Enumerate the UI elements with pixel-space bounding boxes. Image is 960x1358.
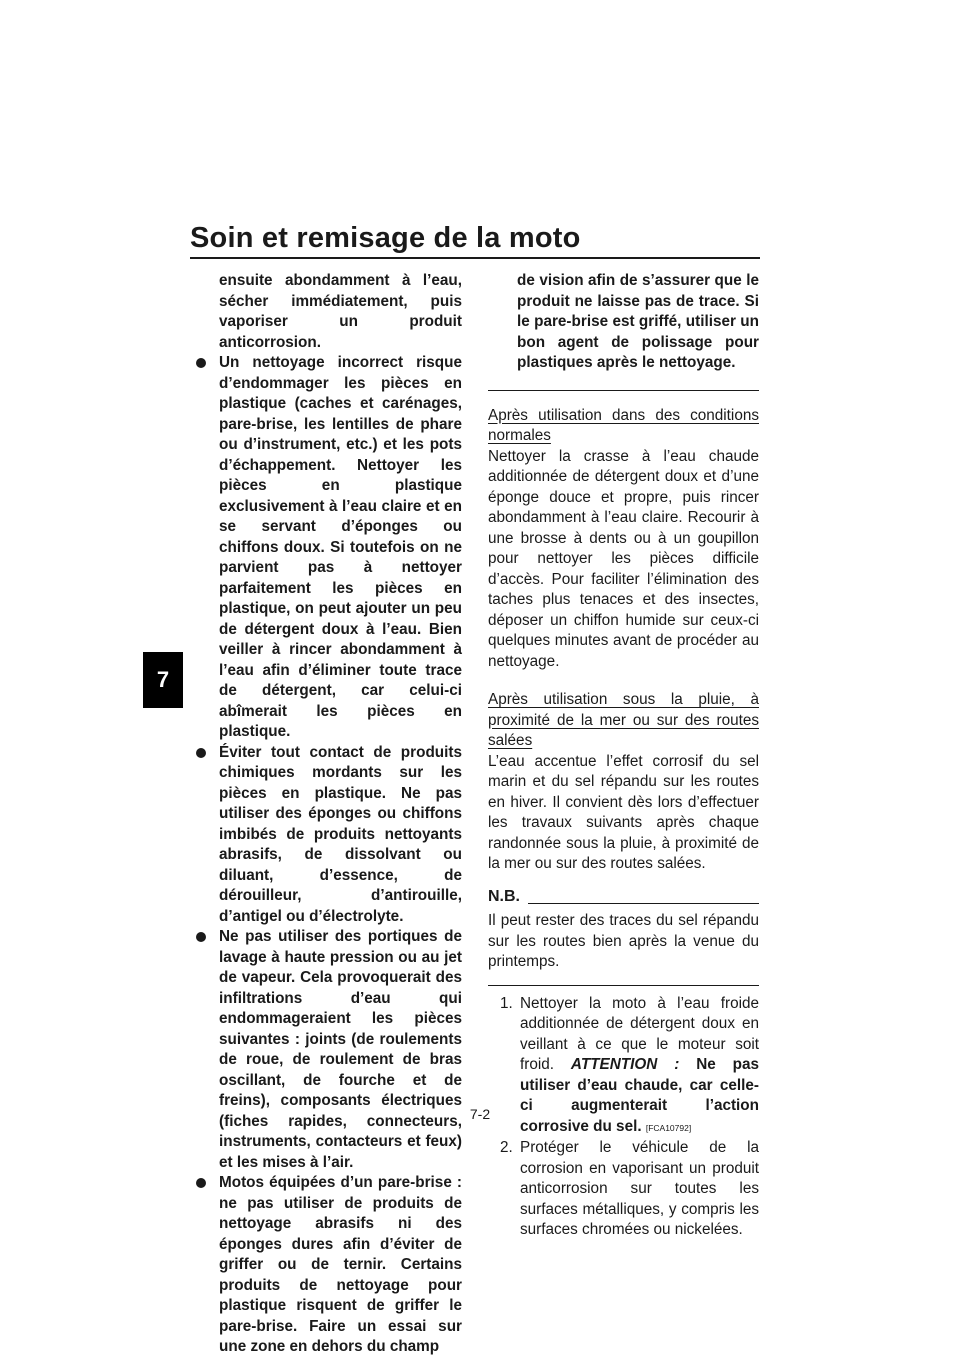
- list-item: [190, 927, 462, 1173]
- note-label: N.B.: [488, 887, 520, 905]
- bullet-text: Motos équipées d’un pare-brise : ne pas utiliser de produits de nettoyage abrasifs ni des éponges dures afin d’éviter de griffer ou de ternir. Certains produits de nettoyage pour plastique risquent de griffer le pare-brise. Faire un essai sur une zone en dehors du champ: [219, 1174, 462, 1355]
- note-text: Il peut rester des traces du sel répandu sur les routes bien après la venue du printemps.: [488, 912, 759, 970]
- bullet-icon: [196, 358, 206, 368]
- section-text-rain-salt: L’eau accentue l’effet corrosif du sel marin et du sel répandu sur les routes en hiver. Il convient dès lors d’effectuer les travaux suivants après chaque randonnée sous la pluie, à proximité de la mer ou sur des routes salées.: [488, 752, 759, 872]
- caution-end-divider: [488, 390, 759, 391]
- bullet-text: Éviter tout contact de produits chimiques mordants sur les pièces en plastique. Ne pas utiliser des éponges ou chiffons imbibés de produits nettoyants abrasifs, de dissolvant ou diluant, d’essence, de dérouilleur, d’antirouille, d’antigel ou d’électrolyte.: [219, 743, 462, 925]
- step-number: 1.: [500, 994, 513, 1012]
- section-text-normal-use: Nettoyer la crasse à l’eau chaude additionnée de détergent doux et d’une éponge douce et propre, puis rincer abondamment à l’eau claire. Recourir à une brosse à dents ou à un goupillon pour nettoyer les pièces difficile d’accès. Pour faciliter l’élimination des taches plus tenaces et des insectes, déposer un chiffon humide sur ceux-ci quelques minutes avant de procéder au nettoyage.: [488, 447, 759, 670]
- reference-code: [FCA10792]: [645, 1122, 692, 1133]
- note-divider: [528, 903, 759, 904]
- note-end-divider: [488, 985, 759, 986]
- section-heading-normal-use: Après utilisation dans des conditions normales: [488, 406, 759, 444]
- bullet-icon: [196, 748, 206, 758]
- page-title: Soin et remisage de la moto: [190, 222, 581, 254]
- step-text: Nettoyer la moto à l’eau froide additionnée de détergent doux en veillant à ce que le moteur soit froid.: [520, 994, 759, 1073]
- caution-continuation: de vision afin de s’assurer que le produit ne laisse pas de trace. Si le pare-brise est griffé, utiliser un bon agent de polissage pour plastiques après le nettoyage.: [517, 272, 759, 371]
- attention-text: Ne pas utiliser d’eau chaude, car celle-ci augmenterait l’action corrosive du sel.: [520, 1056, 760, 1135]
- bullet-text: Un nettoyage incorrect risque d’endommager les pièces en plastique (caches et carénages, pare-brise, les lentilles de phare ou d’instrument, etc.) et les pots d’échappement. Nettoyer les pièces en plastique exclusivement à l’eau claire et en se servant d’éponges ou chiffons doux. Si toutefois on ne parvient pas à nettoyer parfaitement les pièces en plastique, on peut ajouter un peu de détergent doux à l’eau. Bien veiller à rincer abondamment à l’eau afin d’éliminer toute trace de détergent, car celui-ci abîmerait les pièces en plastique.: [219, 354, 462, 740]
- section-heading-rain-salt: Après utilisation sous la pluie, à proximité de la mer ou sur des routes salées: [488, 691, 759, 749]
- bullet-icon: [196, 932, 206, 942]
- list-item: [190, 743, 462, 928]
- title-divider: [190, 257, 760, 259]
- step-number: 2.: [500, 1139, 513, 1156]
- intro-text: ensuite abondamment à l’eau, sécher immédiatement, puis vaporiser un produit anticorrosion.: [219, 272, 462, 351]
- list-item: [190, 353, 462, 743]
- list-item: [488, 1138, 759, 1241]
- step-text: Protéger le véhicule de la corrosion en vaporisant un produit anticorrosion sur toutes les surfaces métalliques, y compris les surfaces chromées ou nickelées.: [520, 1139, 759, 1238]
- page-number: 7-2: [469, 1106, 491, 1122]
- right-column: [488, 271, 759, 1241]
- chapter-tab: 7: [143, 652, 183, 708]
- list-item: [190, 1173, 462, 1358]
- attention-label: ATTENTION :: [570, 1056, 680, 1073]
- left-column: [190, 271, 462, 1358]
- bullet-icon: [196, 1178, 206, 1188]
- bullet-text: Ne pas utiliser des portiques de lavage à haute pression ou au jet de vapeur. Cela provoquerait des infiltrations d’eau qui endommageraient les pièces suivantes : joints (de roulements de roue, de roulement de bras oscillant, de fourche et de freins), composants électriques (fiches rapides, connecteurs, instruments, contacteurs et feux) et les mises à l’air.: [219, 928, 462, 1171]
- note-header: [488, 887, 759, 908]
